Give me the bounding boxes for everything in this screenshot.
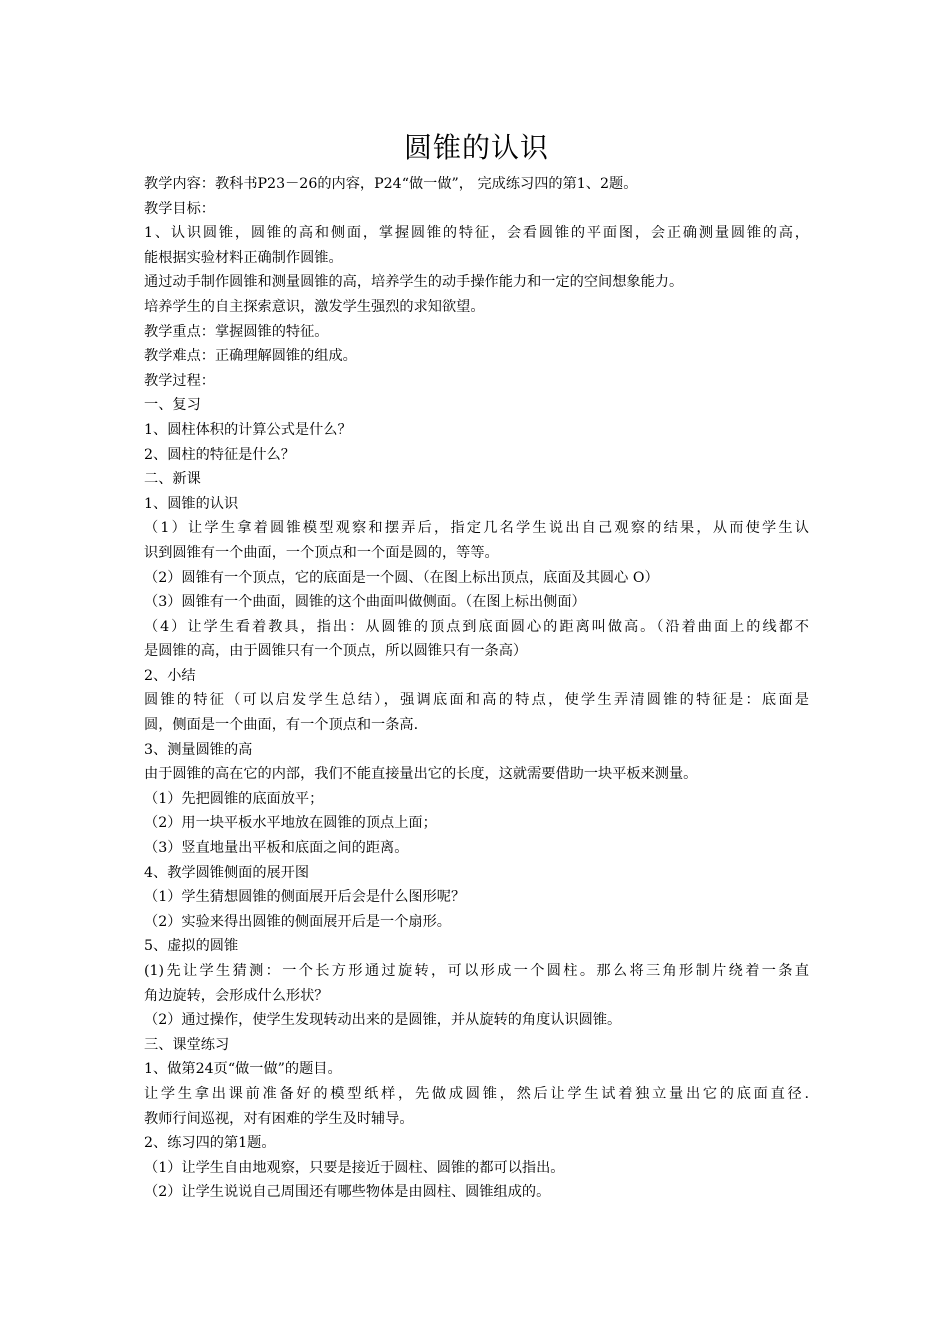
document-page: [144, 128, 809, 1205]
text-line: (1)先让学生猜测：一个长方形通过旋转，可以形成一个圆柱。那么将三角形制片绕着一条直: [144, 963, 809, 979]
text-line: （2）用一块平板水平地放在圆锥的顶点上面；: [144, 815, 437, 832]
text-line: 1、做第24页“做一做”的题目。: [144, 1061, 342, 1078]
text-line: 圆，侧面是一个曲面，有一个顶点和一条高.: [144, 717, 419, 734]
text-line: 教学目标：: [144, 200, 215, 217]
text-line: 圆锥的特征（可以启发学生总结），强调底面和高的特点，使学生弄清圆锥的特征是：底面是: [144, 692, 809, 709]
text-line: 是圆锥的高，由于圆锥只有一个顶点，所以圆锥只有一条高）: [144, 643, 528, 660]
text-line: 教师行间巡视，对有困难的学生及时辅导。: [144, 1110, 414, 1127]
text-line: （1）学生猜想圆锥的侧面展开后会是什么图形呢？: [144, 889, 466, 906]
text-line: （4）让学生看着教具，指出：从圆锥的顶点到底面圆心的距离叫做高。（沿着曲面上的线都不: [144, 618, 809, 635]
text-line: （1）让学生自由地观察，只要是接近于圆柱、圆锥的都可以指出。: [144, 1159, 565, 1176]
text-line: 识到圆锥有一个曲面，一个顶点和一个面是圆的，等等。: [144, 544, 499, 561]
text-line: 教学重点：掌握圆锥的特征。: [144, 323, 329, 340]
text-line: 2、小结: [144, 667, 196, 684]
text-line: 2、练习四的第1题。: [144, 1135, 276, 1152]
text-line: （2）通过操作，使学生发现转动出来的是圆锥，并从旋转的角度认识圆锥。: [144, 1012, 622, 1029]
text-line: 4、教学圆锥侧面的展开图: [144, 864, 310, 881]
text-line: 培养学生的自主探索意识，激发学生强烈的求知欲望。: [144, 298, 485, 315]
text-line: （3）竖直地量出平板和底面之间的距离。: [144, 840, 409, 857]
text-line: （2）让学生说说自己周围还有哪些物体是由圆柱、圆锥组成的。: [144, 1184, 551, 1201]
text-line: 5、虚拟的圆锥: [144, 938, 239, 955]
text-line: 1、认识圆锥，圆锥的高和侧面，掌握圆锥的特征，会看圆锥的平面图，会正确测量圆锥的高，: [144, 225, 809, 242]
text-line: 一、复习: [144, 397, 201, 414]
text-line: （1）先把圆锥的底面放平；: [144, 790, 324, 807]
text-line: （2）圆锥有一个顶点，它的底面是一个圆、（在图上标出顶点，底面及其圆心 O）: [144, 569, 659, 586]
text-line: 2、圆柱的特征是什么？: [144, 446, 295, 463]
text-line: 1、圆柱体积的计算公式是什么？: [144, 421, 352, 438]
text-line: 通过动手制作圆锥和测量圆锥的高，培养学生的动手操作能力和一定的空间想象能力。: [144, 274, 684, 291]
text-line: 三、课堂练习: [144, 1036, 230, 1053]
text-line: 1、圆锥的认识: [144, 495, 239, 512]
text-line: 角边旋转，会形成什么形状？: [144, 987, 329, 1004]
text-line: 由于圆锥的高在它的内部，我们不能直接量出它的长度，这就需要借助一块平板来测量。: [144, 766, 698, 783]
document-body: [144, 172, 809, 1205]
text-line: 二、新课: [144, 471, 201, 488]
text-line: 3、测量圆锥的高: [144, 741, 253, 758]
text-line: （1）让学生拿着圆锥模型观察和摆弄后，指定几名学生说出自己观察的结果，从而使学生认: [144, 520, 809, 537]
text-line: 教学难点：正确理解圆锥的组成。: [144, 348, 357, 365]
text-line: （2）实验来得出圆锥的侧面展开后是一个扇形。: [144, 913, 451, 930]
text-line: 教学过程：: [144, 372, 215, 389]
document-title: 圆锥的认识: [403, 131, 549, 164]
text-line: 能根据实验材料正确制作圆锥。: [144, 249, 343, 266]
text-line: 教学内容：教科书P23－26的内容，P24“做一做”， 完成练习四的第1、2题。: [144, 176, 638, 192]
text-line: 让学生拿出课前准备好的模型纸样，先做成圆锥，然后让学生试着独立量出它的底面直径.: [144, 1085, 809, 1102]
text-line: （3）圆锥有一个曲面，圆锥的这个曲面叫做侧面。（在图上标出侧面）: [144, 594, 586, 611]
